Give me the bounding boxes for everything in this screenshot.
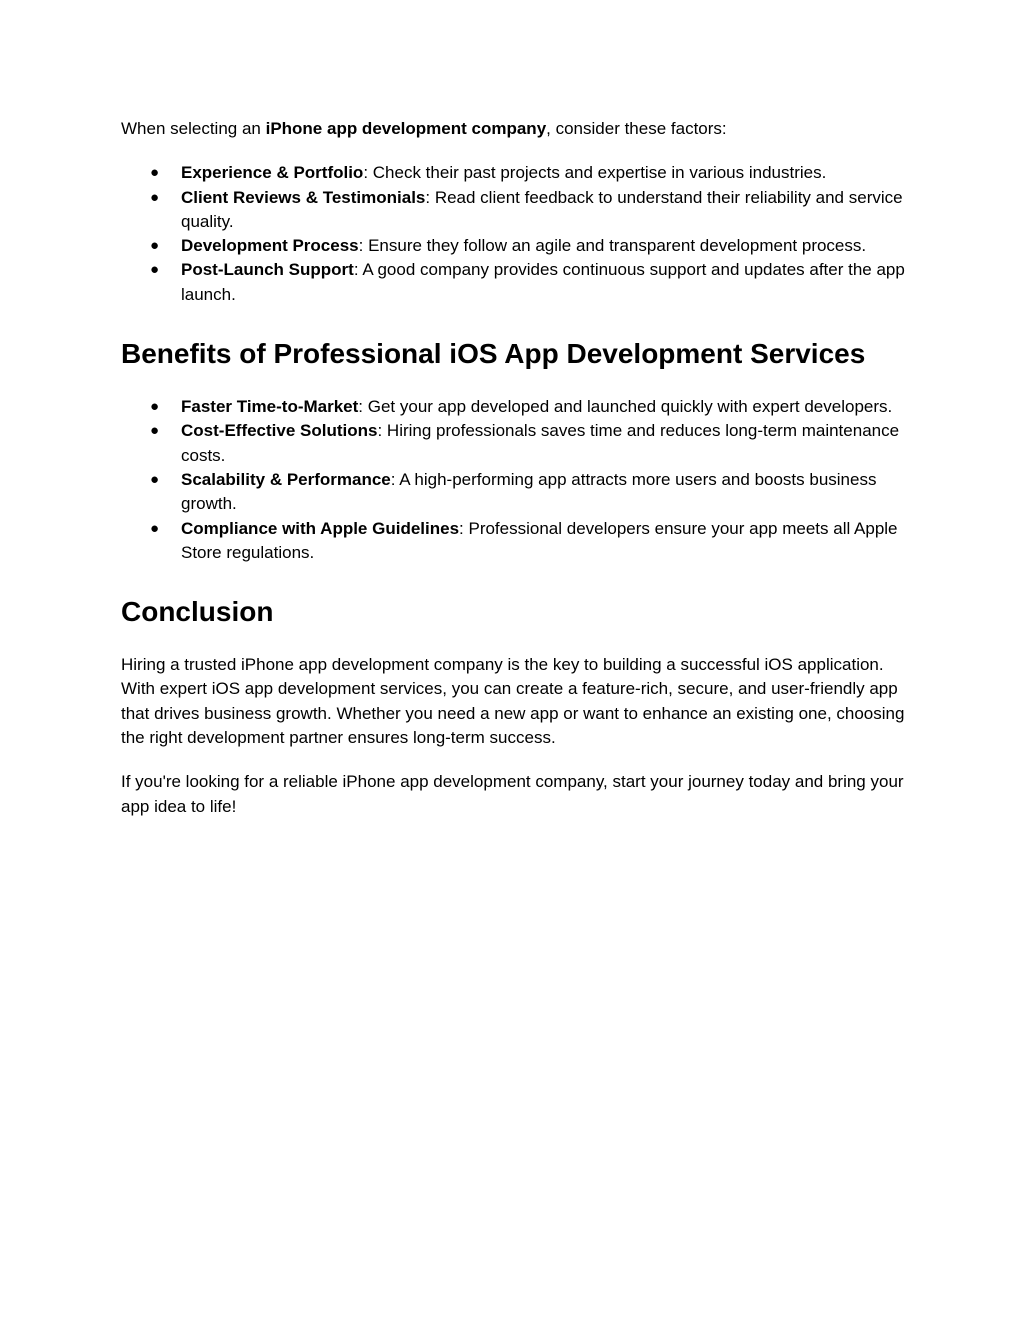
list-item xyxy=(121,419,911,468)
bullet-icon: ● xyxy=(150,237,160,255)
intro-suffix: , consider these factors: xyxy=(546,119,727,138)
list-item-text: : Hiring professionals saves time and reduces long-term maintenance costs. xyxy=(181,421,900,465)
factors-list xyxy=(121,161,911,307)
list-item-text: : Check their past projects and expertise in various industries. xyxy=(363,163,827,183)
list-item-term: Experience & Portfolio xyxy=(181,163,364,183)
list-item xyxy=(121,468,911,517)
list-item-text: : Professional developers ensure your app meets all Apple Store regulations. xyxy=(181,518,898,562)
document-page xyxy=(121,117,911,819)
list-item-text: : A high-performing app attracts more users and boosts business growth. xyxy=(181,469,877,514)
list-item-text: : Get your app developed and launched quickly with expert developers. xyxy=(358,397,893,417)
list-item-term: Cost-Effective Solutions xyxy=(181,421,378,441)
list-item-text: : Read client feedback to understand their reliability and service quality. xyxy=(181,187,903,231)
list-item-term: Client Reviews & Testimonials xyxy=(181,187,426,207)
list-item-text: : Ensure they follow an agile and transparent development process. xyxy=(358,236,867,256)
intro-bold-term: iPhone app development company xyxy=(265,119,547,138)
bullet-icon: ● xyxy=(150,470,160,488)
list-item xyxy=(121,186,911,235)
closing-paragraph: If you're looking for a reliable iPhone app development company, start your journey today and bring your app idea to life! xyxy=(121,772,904,816)
bullet-icon: ● xyxy=(150,164,160,182)
benefits-list xyxy=(121,395,911,565)
list-item-term: Faster Time-to-Market xyxy=(181,397,359,417)
bullet-icon: ● xyxy=(150,519,160,537)
list-item-term: Post-Launch Support xyxy=(181,260,354,280)
intro-paragraph xyxy=(121,117,911,141)
conclusion-heading: Conclusion xyxy=(121,596,274,628)
conclusion-paragraph: Hiring a trusted iPhone app development company is the key to building a successful iOS application. With expert iOS app development services, you can create a feature-rich, secure, and user-friendly app that drives business growth. Whether you need a new app or want to enhance an existing one, choosing the right development partner ensures long-term success. xyxy=(121,655,905,748)
list-item xyxy=(121,395,911,419)
list-item xyxy=(121,161,911,185)
bullet-icon: ● xyxy=(150,188,160,206)
list-item xyxy=(121,234,911,258)
bullet-icon: ● xyxy=(150,261,160,279)
list-item-term: Development Process xyxy=(181,236,359,256)
list-item-term: Scalability & Performance xyxy=(181,469,391,489)
list-item xyxy=(121,517,911,566)
list-item xyxy=(121,258,911,307)
list-item-term: Compliance with Apple Guidelines xyxy=(181,518,460,538)
intro-prefix: When selecting an xyxy=(121,119,266,138)
list-item-text: : A good company provides continuous support and updates after the app launch. xyxy=(181,260,905,304)
bullet-icon: ● xyxy=(150,422,160,440)
bullet-icon: ● xyxy=(150,398,160,416)
benefits-heading: Benefits of Professional iOS App Development Services xyxy=(121,338,866,370)
